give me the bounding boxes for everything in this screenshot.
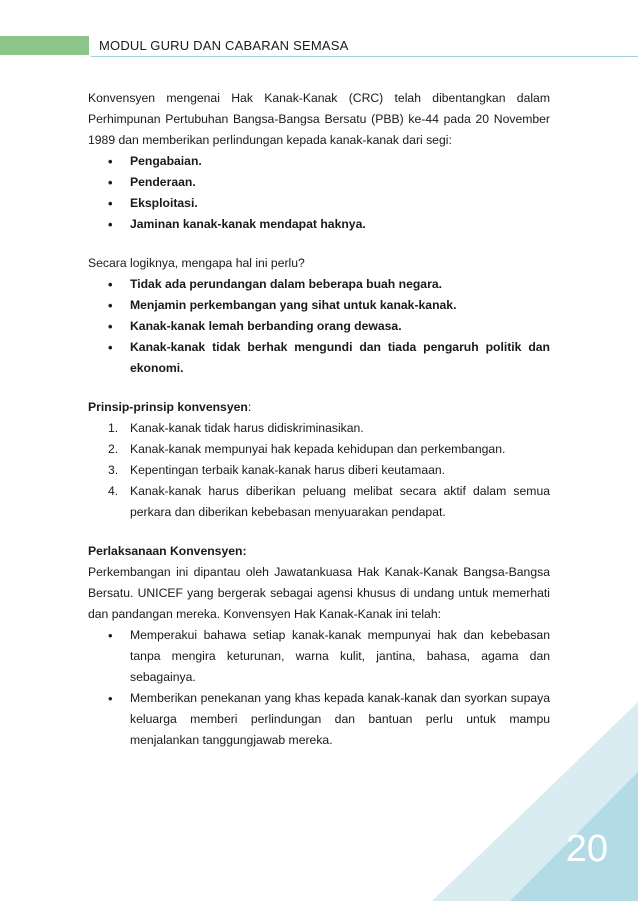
list-item: • Kanak-kanak lemah berbanding orang dewasa. [88, 316, 550, 337]
intro-paragraph: Konvensyen mengenai Hak Kanak-Kanak (CRC) telah dibentangkan dalam Perhimpunan Pertubuhan Bangsa-Bangsa Bersatu (PBB) ke-44 pada 20 November 1989 dan memberikan perlindungan kepada kanak-kanak dari segi: [88, 91, 550, 147]
principles-heading-colon: : [247, 400, 252, 414]
list-text: Kanak-kanak harus diberikan peluang melibat secara aktif dalam semua perkara dan diberikan kebebasan menyuarakan pendapat. [130, 484, 550, 519]
list-item: • Kanak-kanak tidak berhak mengundi dan tiada pengaruh politik dan ekonomi. [88, 337, 550, 379]
reason-question: Secara logiknya, mengapa hal ini perlu? [88, 256, 305, 270]
list-item: • Jaminan kanak-kanak mendapat haknya. [88, 214, 550, 235]
page-content [88, 88, 550, 751]
list-item: • Tidak ada perundangan dalam beberapa buah negara. [88, 274, 550, 295]
header-divider [91, 56, 638, 57]
list-item: • Menjamin perkembangan yang sihat untuk kanak-kanak. [88, 295, 550, 316]
implementation-heading: Perlaksanaan Konvensyen: [88, 544, 247, 558]
list-item: • Pengabaian. [88, 151, 550, 172]
list-number: 3. [108, 463, 119, 477]
corner-decoration [432, 702, 638, 901]
intro-list [88, 151, 550, 235]
list-item [88, 481, 550, 523]
list-text: Kanak-kanak mempunyai hak kepada kehidupan dan perkembangan. [130, 442, 506, 456]
principles-heading-line [88, 397, 550, 418]
list-item: • Memperakui bahawa setiap kanak-kanak mempunyai hak dan kebebasan tanpa mengira keturunan, warna kulit, jantina, bahasa, agama dan sebagainya. [88, 625, 550, 688]
list-number: 4. [108, 484, 119, 498]
reason-list [88, 274, 550, 379]
list-number: 1. [108, 421, 119, 435]
principles-list [88, 418, 550, 523]
list-item [88, 418, 550, 439]
header-accent-bar [0, 36, 89, 55]
list-item [88, 460, 550, 481]
implementation-paragraph: Perkembangan ini dipantau oleh Jawatankuasa Hak Kanak-Kanak Bangsa-Bangsa Bersatu. UNICEF yang bergerak sebagai agensi khusus di undang untuk memerhati dan pandangan mereka. Konvensyen Hak Kanak-Kanak ini telah: [88, 565, 550, 621]
page-number: 20 [565, 828, 608, 870]
list-text: Kepentingan terbaik kanak-kanak harus diberi keutamaan. [130, 463, 446, 477]
header-title: MODUL GURU DAN CABARAN SEMASA [99, 38, 349, 53]
list-item: • Memberikan penekanan yang khas kepada kanak-kanak dan syorkan supaya keluarga memberi perlindungan dan bantuan perlu untuk mampu menjalankan tanggungjawab mereka. [88, 688, 550, 751]
list-item: • Eksploitasi. [88, 193, 550, 214]
list-item [88, 439, 550, 460]
list-item: • Penderaan. [88, 172, 550, 193]
principles-heading: Prinsip-prinsip konvensyen [88, 400, 248, 414]
list-text: Kanak-kanak tidak harus didiskriminasikan. [130, 421, 364, 435]
list-number: 2. [108, 442, 119, 456]
